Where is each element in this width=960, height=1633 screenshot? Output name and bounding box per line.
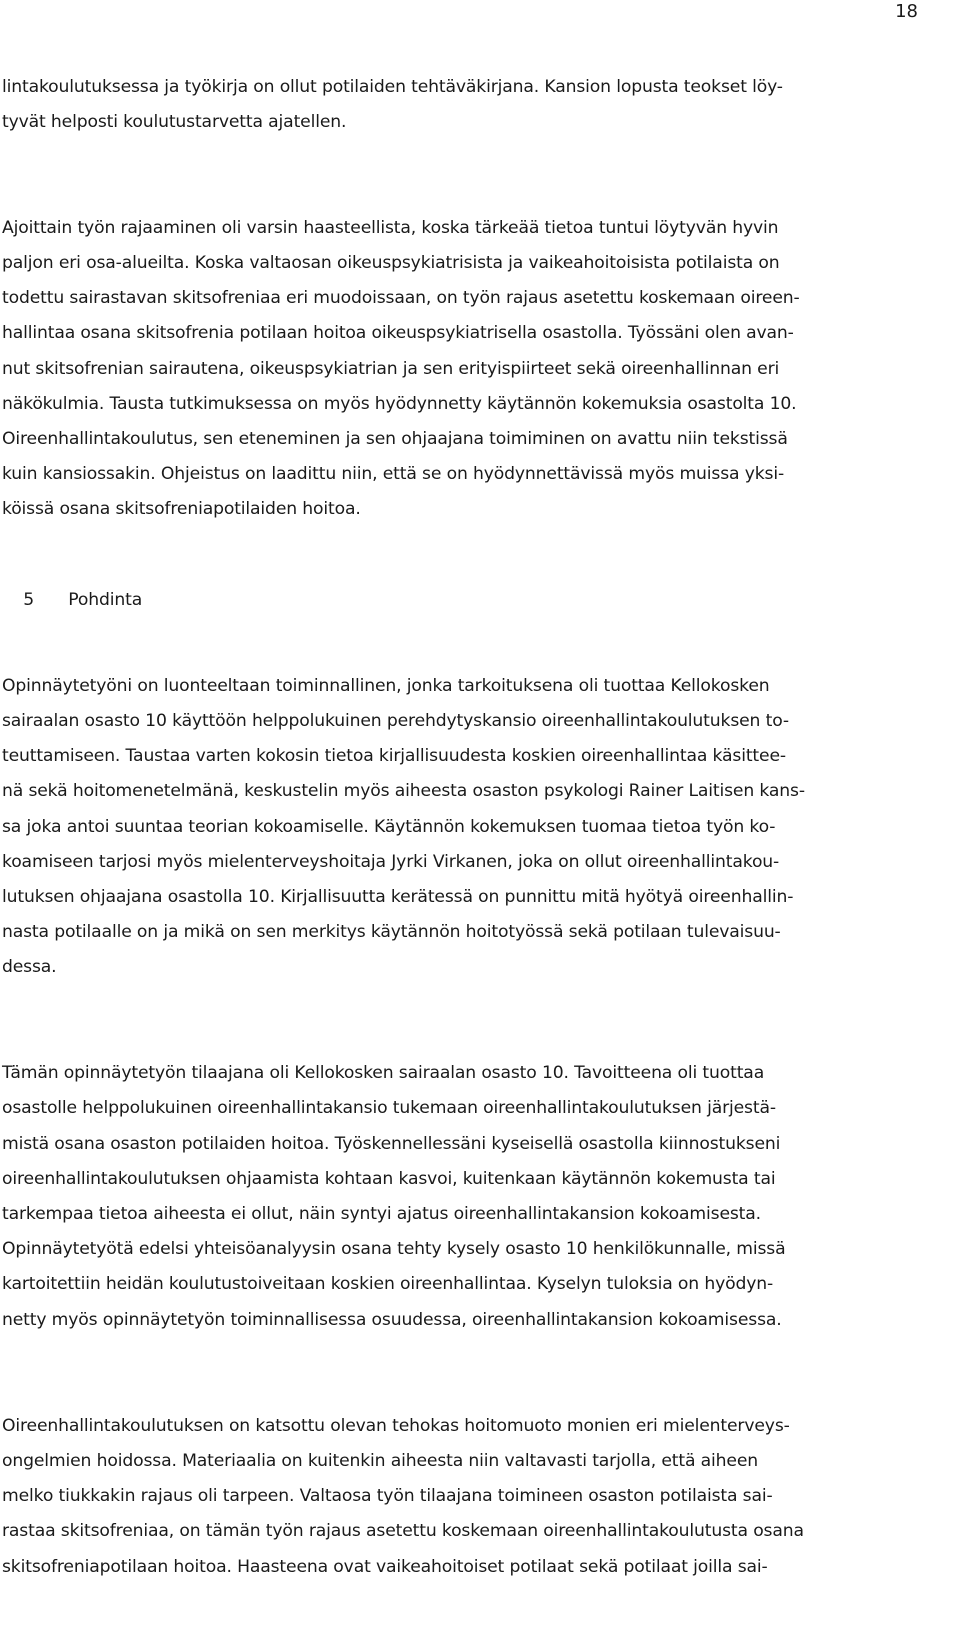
text-line: oireenhallintakoulutuksen ohjaamista kohtaan kasvoi, kuitenkaan käytännön kokemusta tai	[2, 1169, 776, 1189]
section-heading	[2, 570, 142, 630]
text-line: köissä osana skitsofreniapotilaiden hoitoa.	[2, 499, 361, 519]
text-line: tarkempaa tietoa aiheesta ei ollut, näin syntyi ajatus oireenhallintakansion kokoamisesta.	[2, 1204, 761, 1224]
text-line: sa joka antoi suuntaa teorian kokoamiselle. Käytännön kokemuksen tuomaa tietoa työn ko-	[2, 817, 776, 837]
text-line: mistä osana osaston potilaiden hoitoa. Työskennellessäni kyseisellä osastolla kiinnostukseni	[2, 1134, 781, 1154]
text-line: osastolle helppolukuinen oireenhallintakansio tukemaan oireenhallintakoulutuksen järjestä-	[2, 1098, 776, 1118]
text-line: näkökulmia. Tausta tutkimuksessa on myös hyödynnetty käytännön kokemuksia osastolta 10.	[2, 394, 797, 414]
text-line: hallintaa osana skitsofrenia potilaan hoitoa oikeuspsykiatrisella osastolla. Työssäni olen avan-	[2, 323, 794, 343]
text-line: lintakoulutuksessa ja työkirja on ollut potilaiden tehtäväkirjana. Kansion lopusta teokset löy-	[2, 77, 783, 97]
text-line: Ajoittain työn rajaaminen oli varsin haasteellista, koska tärkeää tietoa tuntui löytyvän hyvin	[2, 218, 779, 238]
text-line: rastaa skitsofreniaa, on tämän työn rajaus asetettu koskemaan oireenhallintakoulutusta osana	[2, 1521, 804, 1541]
text-line: skitsofreniapotilaan hoitoa. Haasteena ovat vaikeahoitoiset potilaat sekä potilaat joilla sai-	[2, 1557, 768, 1577]
text-line: nasta potilaalle on ja mikä on sen merkitys käytännön hoitotyössä sekä potilaan tulevaisuu-	[2, 922, 781, 942]
text-line: dessa.	[2, 957, 57, 977]
text-line: paljon eri osa-alueilta. Koska valtaosan oikeuspsykiatrisista ja vaikeahoitoisista potilaista on	[2, 253, 780, 273]
text-line: Oireenhallintakoulutuksen on katsottu olevan tehokas hoitomuoto monien eri mielenterveys-	[2, 1416, 790, 1436]
text-line: ongelmien hoidossa. Materiaalia on kuitenkin aiheesta niin valtavasti tarjolla, että aiheen	[2, 1451, 758, 1471]
text-line: netty myös opinnäytetyön toiminnallisessa osuudessa, oireenhallintakansion kokoamisessa.	[2, 1310, 782, 1330]
text-line: nut skitsofrenian sairautena, oikeuspsykiatrian ja sen erityispiirteet sekä oireenhallinnan eri	[2, 359, 780, 379]
text-line: tyvät helposti koulutustarvetta ajatellen.	[2, 112, 347, 132]
text-line: nä sekä hoitomenetelmänä, keskustelin myös aiheesta osaston psykologi Rainer Laitisen kans-	[2, 781, 805, 801]
text-line: todettu sairastavan skitsofreniaa eri muodoissaan, on työn rajaus asetettu koskemaan oireen-	[2, 288, 800, 308]
text-line: sairaalan osasto 10 käyttöön helppolukuinen perehdytyskansio oireenhallintakoulutuksen to-	[2, 711, 789, 731]
page-number: 18	[895, 1, 918, 22]
text-line: melko tiukkakin rajaus oli tarpeen. Valtaosa työn tilaajana toimineen osaston potilaista sai-	[2, 1486, 773, 1506]
text-line: Oireenhallintakoulutus, sen eteneminen ja sen ohjaajana toimiminen on avattu niin tekstissä	[2, 429, 788, 449]
text-line: kartoitettiin heidän koulutustoiveitaan koskien oireenhallintaa. Kyselyn tuloksia on hyödyn-	[2, 1274, 774, 1294]
text-line: koamiseen tarjosi myös mielenterveyshoitaja Jyrki Virkanen, joka on ollut oireenhallintakou-	[2, 852, 780, 872]
text-line: teuttamiseen. Taustaa varten kokosin tietoa kirjallisuudesta koskien oireenhallintaa käsittee-	[2, 746, 786, 766]
text-line: Opinnäytetyöni on luonteeltaan toiminnallinen, jonka tarkoituksena oli tuottaa Kellokosken	[2, 676, 770, 696]
section-title: Pohdinta	[68, 590, 143, 610]
text-line: Opinnäytetyötä edelsi yhteisöanalyysin osana tehty kysely osasto 10 henkilökunnalle, missä	[2, 1239, 786, 1259]
section-number: 5	[23, 590, 35, 610]
text-line: Tämän opinnäytetyön tilaajana oli Kellokosken sairaalan osasto 10. Tavoitteena oli tuottaa	[2, 1063, 765, 1083]
text-line: lutuksen ohjaajana osastolla 10. Kirjallisuutta kerätessä on punnittu mitä hyötyä oireenhallin-	[2, 887, 794, 907]
text-line: kuin kansiossakin. Ohjeistus on laadittu niin, että se on hyödynnettävissä myös muissa yksi-	[2, 464, 785, 484]
